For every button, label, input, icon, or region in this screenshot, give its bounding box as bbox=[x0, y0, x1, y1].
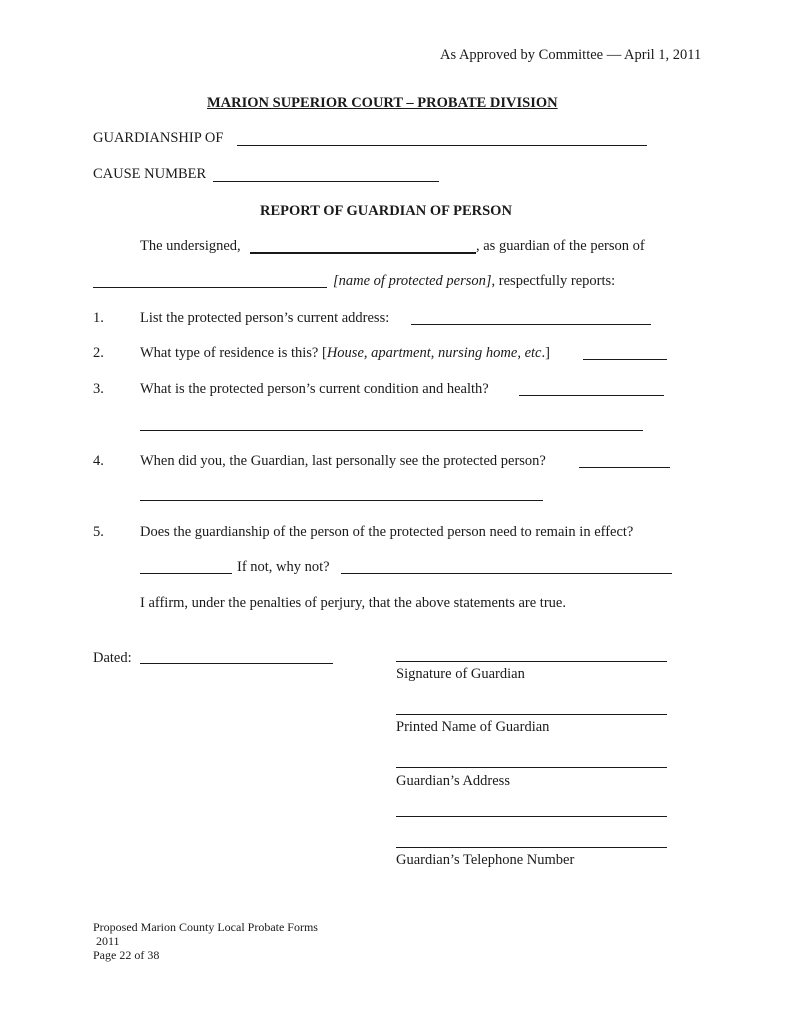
item-2-text-end: .] bbox=[541, 345, 550, 361]
footer-line-3: Page 22 of 38 bbox=[93, 948, 160, 962]
item-2-italic: House, apartment, nursing home, etc bbox=[326, 345, 542, 361]
affirmation: I affirm, under the penalties of perjury, that the above statements are true. bbox=[140, 595, 566, 611]
intro-part3: , respectfully reports: bbox=[491, 273, 616, 289]
item-3-blank-2[interactable] bbox=[140, 430, 643, 431]
court-title: MARION SUPERIOR COURT – PROBATE DIVISION bbox=[207, 95, 558, 111]
intro-part1: The undersigned, bbox=[140, 238, 241, 254]
cause-blank[interactable] bbox=[213, 181, 439, 182]
item-text-3: What is the protected person’s current condition and health? bbox=[140, 381, 489, 397]
item-text-2 bbox=[140, 345, 550, 362]
dated-label: Dated: bbox=[93, 650, 132, 666]
item-4-blank[interactable] bbox=[579, 467, 670, 468]
dated-blank[interactable] bbox=[140, 663, 333, 664]
item-number-4: 4. bbox=[93, 453, 104, 469]
item-3-blank[interactable] bbox=[519, 395, 664, 396]
item-5-reason-blank[interactable] bbox=[341, 573, 672, 574]
address-line-2[interactable] bbox=[396, 816, 667, 817]
item-2-blank[interactable] bbox=[583, 359, 667, 360]
telephone-line[interactable] bbox=[396, 847, 667, 848]
item-number-5: 5. bbox=[93, 524, 104, 540]
footer-line-2: 2011 bbox=[96, 934, 120, 948]
printed-name-label: Printed Name of Guardian bbox=[396, 719, 550, 735]
item-number-2: 2. bbox=[93, 345, 104, 361]
item-2-text-start: What type of residence is this? [ bbox=[140, 345, 327, 361]
item-number-1: 1. bbox=[93, 310, 104, 326]
item-4-blank-2[interactable] bbox=[140, 500, 543, 501]
protected-person-blank[interactable] bbox=[93, 287, 327, 288]
address-label: Guardian’s Address bbox=[396, 773, 510, 789]
protected-person-placeholder: [name of protected person] bbox=[333, 273, 492, 289]
report-title: REPORT OF GUARDIAN OF PERSON bbox=[260, 203, 512, 219]
address-line[interactable] bbox=[396, 767, 667, 768]
item-text-5: Does the guardianship of the person of the protected person need to remain in effect? bbox=[140, 524, 634, 540]
footer-line-1: Proposed Marion County Local Probate Forms bbox=[93, 920, 318, 934]
signature-label: Signature of Guardian bbox=[396, 666, 525, 682]
telephone-label: Guardian’s Telephone Number bbox=[396, 852, 575, 868]
approval-note: As Approved by Committee — April 1, 2011 bbox=[440, 47, 702, 63]
guardianship-blank[interactable] bbox=[237, 145, 647, 146]
item-text-1: List the protected person’s current address: bbox=[140, 310, 390, 326]
item-number-3: 3. bbox=[93, 381, 104, 397]
signature-line[interactable] bbox=[396, 661, 667, 662]
printed-name-line[interactable] bbox=[396, 714, 667, 715]
item-1-blank[interactable] bbox=[411, 324, 651, 325]
cause-row bbox=[93, 166, 206, 183]
guardianship-label: GUARDIANSHIP OF bbox=[93, 130, 224, 146]
footer bbox=[93, 920, 318, 962]
item-5-answer-blank[interactable] bbox=[140, 573, 232, 574]
intro-name-blank[interactable] bbox=[250, 252, 476, 254]
guardianship-row bbox=[93, 130, 223, 147]
intro-part2: , as guardian of the person of bbox=[476, 238, 645, 254]
item-text-4: When did you, the Guardian, last personally see the protected person? bbox=[140, 453, 546, 469]
item-5-followup: If not, why not? bbox=[237, 559, 330, 575]
intro-line2 bbox=[333, 273, 615, 290]
cause-label: CAUSE NUMBER bbox=[93, 166, 207, 182]
